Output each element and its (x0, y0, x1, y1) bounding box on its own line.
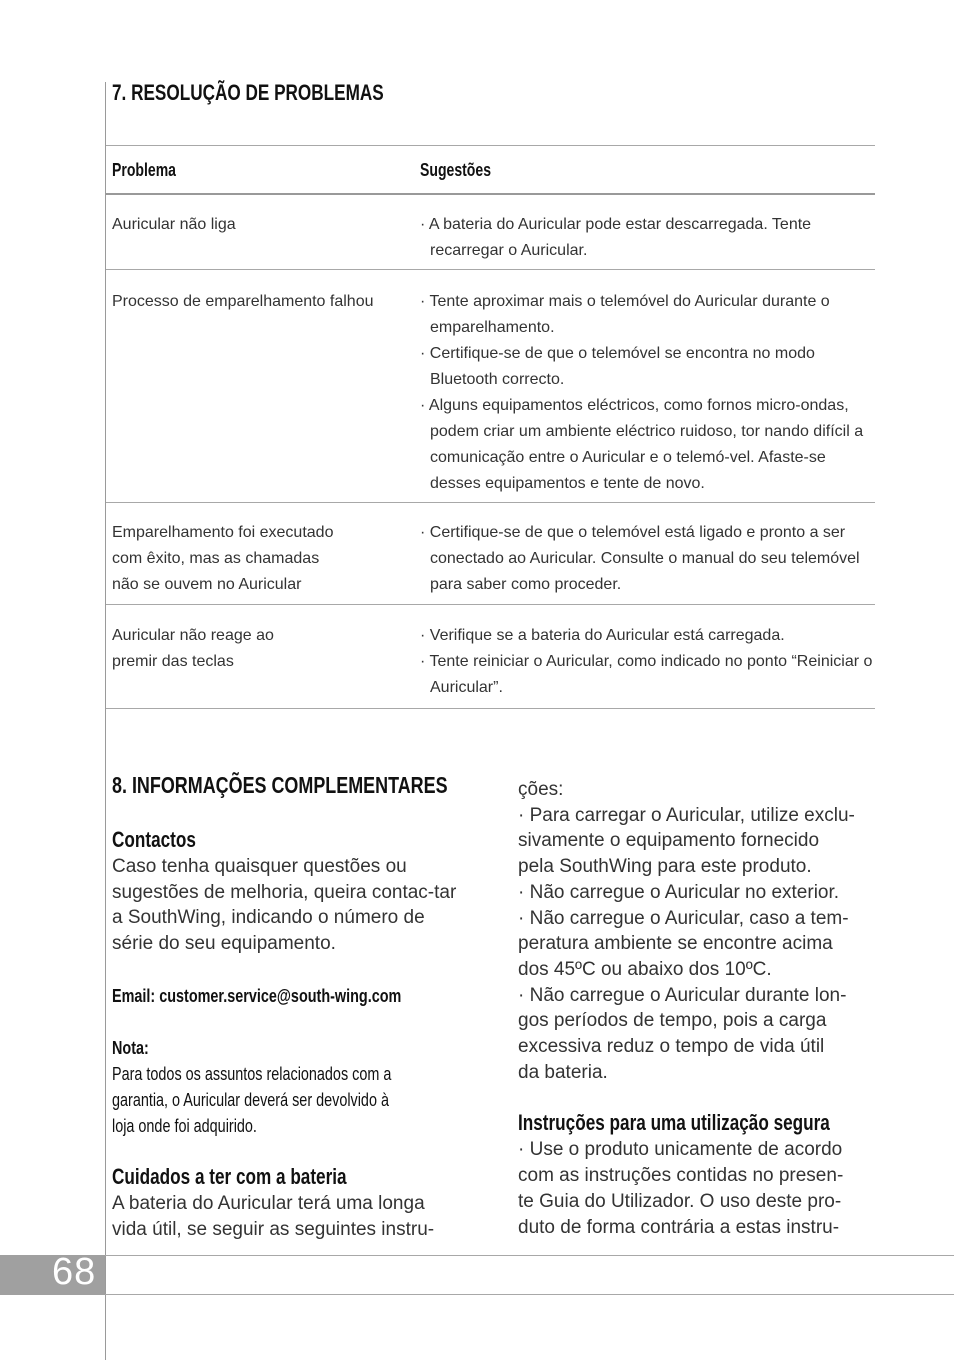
battery-line: · Para carregar o Auricular, utilize exclu- (518, 804, 855, 826)
header-problem: Problema (112, 160, 176, 180)
section-8-title: 8. INFORMAÇÕES COMPLEMENTARES (112, 772, 448, 798)
battery-line: · Não carregue o Auricular no exterior. (518, 881, 840, 903)
battery-line: ções: (518, 779, 564, 800)
battery-heading: Cuidados a ter com a bateria (112, 1163, 347, 1189)
battery-line: sivamente o equipamento fornecido (518, 830, 820, 852)
contacts-heading: Contactos (112, 827, 196, 852)
battery-line: gos períodos de tempo, pois a carga (518, 1010, 827, 1032)
table-row-rule (106, 269, 875, 270)
battery-line: · Não carregue o Auricular, caso a tem- (518, 907, 849, 929)
left-margin-rule (105, 82, 106, 1360)
table-row-2-problem: Processo de emparelhamento falhou (112, 293, 374, 310)
table-row-4-suggestions: · Verifique se a bateria do Auricular está carregada. · Tente reiniciar o Auricular, como indicado no ponto “Reiniciar o Auricular”. (420, 627, 873, 696)
table-row-rule (106, 502, 875, 503)
left-column (112, 826, 472, 1242)
table-row-4-problem: Auricular não reage ao premir das teclas (112, 627, 274, 670)
note-line: Para todos os assuntos relacionados com a (112, 1063, 392, 1084)
table-bottom-rule (106, 708, 875, 709)
note-label: Nota: (112, 1037, 149, 1058)
table-row-3-problem: Emparelhamento foi executado com êxito, mas as chamadas não se ouvem no Auricular (112, 524, 334, 593)
battery-line: · Não carregue o Auricular durante lon- (518, 984, 847, 1006)
safety-heading: Instruções para uma utilização segura (518, 1110, 830, 1136)
footer-bottom-rule (105, 1294, 954, 1295)
table-row-rule (106, 604, 875, 605)
note-line: loja onde foi adquirido. (112, 1115, 257, 1136)
table-header-rule (106, 193, 875, 195)
table-row-2-suggestions: · Tente aproximar mais o telemóvel do Auricular durante o emparelhamento. · Certifique-se de que o telemóvel se encontra no modo Bluetooth correcto. · Alguns equipamentos eléctricos, como fornos micro-ondas, podem criar um ambiente eléctrico ruidoso, tor nando difícil a comunicação entre o Auricular e o telemó-vel. Afaste-se desses equipamentos e tente de novo. (420, 293, 864, 492)
table-top-rule (106, 145, 875, 146)
table-row-3-suggestions: · Certifique-se de que o telemóvel está ligado e pronto a ser conectado ao Auricular. Consulte o manual do seu telemóvel para saber como proceder. (420, 524, 860, 593)
email-line: Email: customer.service@south-wing.com (112, 985, 402, 1006)
note-line: garantia, o Auricular deverá ser devolvido à (112, 1089, 389, 1110)
safety-line: duto de forma contrária a estas instru- (518, 1216, 840, 1238)
battery-line: peratura ambiente se encontre acima (518, 933, 833, 955)
battery-line: excessiva reduz o tempo de vida útil (518, 1036, 825, 1058)
page-number: 68 (52, 1251, 97, 1293)
table-row-1-problem: Auricular não liga (112, 216, 236, 233)
contacts-text: Caso tenha quaisquer questões ou sugestões de melhoria, queira contac-tar a SouthWing, indicando o número de série do seu equipamento. (112, 856, 457, 955)
battery-line: pela SouthWing para este produto. (518, 856, 812, 878)
safety-line: · Use o produto unicamente de acordo (518, 1139, 843, 1161)
table-row-1-suggestions: · A bateria do Auricular pode estar descarregada. Tente recarregar o Auricular. (420, 216, 812, 259)
battery-line: dos 45ºC ou abaixo dos 10ºC. (518, 958, 772, 980)
battery-line: da bateria. (518, 1061, 608, 1083)
header-suggestions: Sugestões (420, 160, 492, 180)
footer-top-rule (105, 1255, 954, 1256)
safety-line: te Guia do Utilizador. O uso deste pro- (518, 1190, 842, 1212)
battery-text: A bateria do Auricular terá uma longa vida útil, se seguir as seguintes instru- (112, 1192, 435, 1240)
right-column (518, 777, 878, 1240)
safety-line: com as instruções contidas no presen- (518, 1165, 844, 1187)
section-7-title: 7. RESOLUÇÃO DE PROBLEMAS (112, 80, 384, 105)
